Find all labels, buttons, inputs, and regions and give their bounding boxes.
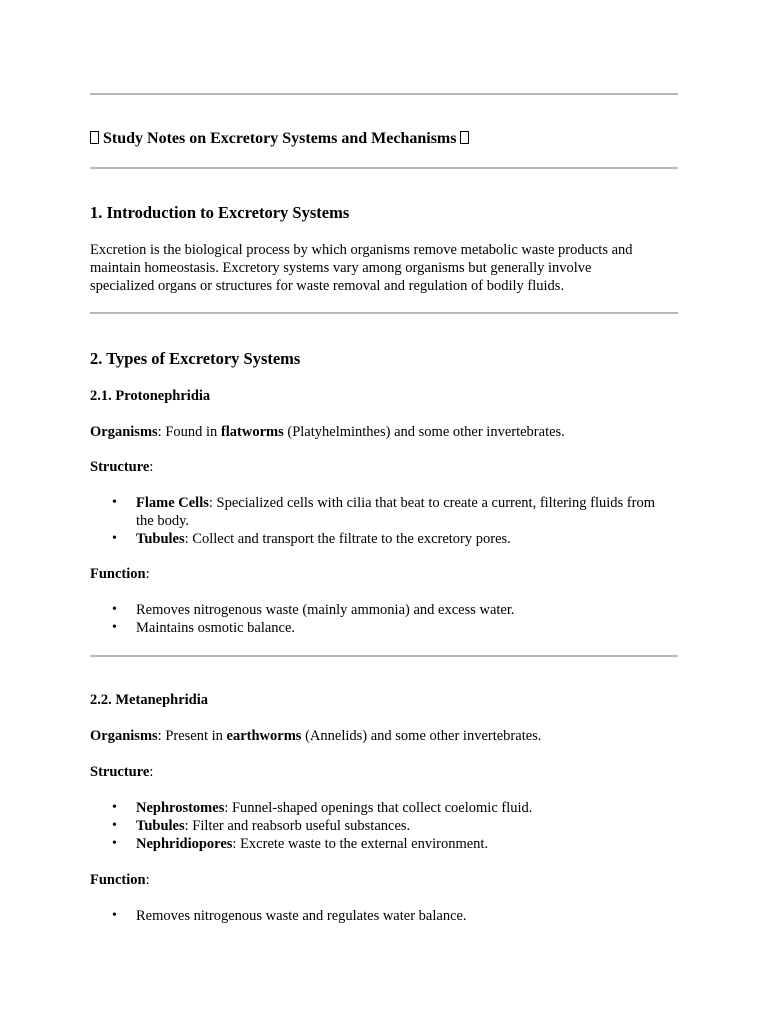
section-heading: 2. Types of Excretory Systems	[90, 349, 301, 368]
function-label: Function	[90, 566, 146, 582]
organisms-text: : Present in	[157, 728, 227, 744]
bullet-icon: •	[112, 800, 117, 815]
bullet-icon: •	[112, 908, 117, 923]
list-item: Removes nitrogenous waste and regulates water balance.	[136, 908, 467, 924]
colon: :	[145, 872, 150, 888]
structure-label: Structure	[90, 459, 150, 475]
bullet-icon: •	[112, 495, 117, 510]
organisms-emphasis: flatworms	[220, 424, 284, 440]
list-item-term: Nephridiopores	[136, 836, 233, 852]
structure-label-line	[90, 763, 153, 781]
bullet-icon: •	[112, 531, 117, 546]
structure-label: Structure	[90, 764, 150, 780]
subsection-heading: 2.1. Protonephridia	[90, 388, 211, 404]
organisms-label: Organisms	[90, 424, 158, 440]
list-item-text: : Collect and transport the filtrate to the excretory pores.	[184, 531, 511, 547]
list-item-term: Tubules	[136, 818, 185, 834]
list-item-term: Flame Cells	[136, 495, 209, 511]
organisms-line	[90, 423, 565, 441]
organisms-emphasis: earthworms	[226, 728, 302, 744]
colon: :	[149, 459, 154, 475]
list-item	[136, 494, 681, 512]
placeholder-box-icon	[460, 131, 469, 144]
colon: :	[149, 764, 154, 780]
paragraph-line: Excretion is the biological process by which organisms remove metabolic waste products and	[90, 242, 633, 258]
bullet-icon: •	[112, 818, 117, 833]
structure-label-line	[90, 458, 153, 476]
list-item: Removes nitrogenous waste (mainly ammonia) and excess water.	[136, 602, 515, 618]
list-item	[136, 530, 681, 548]
organisms-line	[90, 727, 541, 745]
bullet-icon: •	[112, 620, 117, 635]
placeholder-box-icon	[90, 131, 99, 144]
bullet-icon: •	[112, 602, 117, 617]
paragraph-line: maintain homeostasis. Excretory systems vary among organisms but generally involve	[90, 260, 592, 276]
subsection-heading: 2.2. Metanephridia	[90, 692, 209, 708]
function-label-line	[90, 565, 150, 583]
organisms-text: (Platyhelminthes) and some other invertebrates.	[283, 424, 565, 440]
list-item-continuation: the body.	[136, 513, 190, 529]
organisms-label: Organisms	[90, 728, 158, 744]
function-label: Function	[90, 872, 146, 888]
function-label-line	[90, 871, 150, 889]
list-item-text: : Specialized cells with cilia that beat to create a current, filtering fluids from	[208, 495, 655, 511]
organisms-text: : Found in	[157, 424, 221, 440]
list-item-term: Nephrostomes	[136, 800, 225, 816]
list-item	[136, 799, 681, 817]
colon: :	[145, 566, 150, 582]
page-title	[90, 130, 469, 148]
list-item-text: : Funnel-shaped openings that collect coelomic fluid.	[224, 800, 533, 816]
list-item	[136, 817, 681, 835]
list-item-text: : Filter and reabsorb useful substances.	[184, 818, 411, 834]
divider	[90, 167, 678, 169]
organisms-text: (Annelids) and some other invertebrates.	[301, 728, 542, 744]
divider-top	[90, 93, 678, 95]
section-heading: 1. Introduction to Excretory Systems	[90, 203, 350, 222]
divider	[90, 312, 678, 314]
list-item-text: : Excrete waste to the external environment.	[232, 836, 489, 852]
divider	[90, 655, 678, 657]
list-item: Maintains osmotic balance.	[136, 620, 296, 636]
paragraph-line: specialized organs or structures for waste removal and regulation of bodily fluids.	[90, 278, 565, 294]
bullet-icon: •	[112, 836, 117, 851]
page-title-text: Study Notes on Excretory Systems and Mechanisms	[103, 130, 457, 147]
list-item	[136, 835, 681, 853]
list-item-term: Tubules	[136, 531, 185, 547]
